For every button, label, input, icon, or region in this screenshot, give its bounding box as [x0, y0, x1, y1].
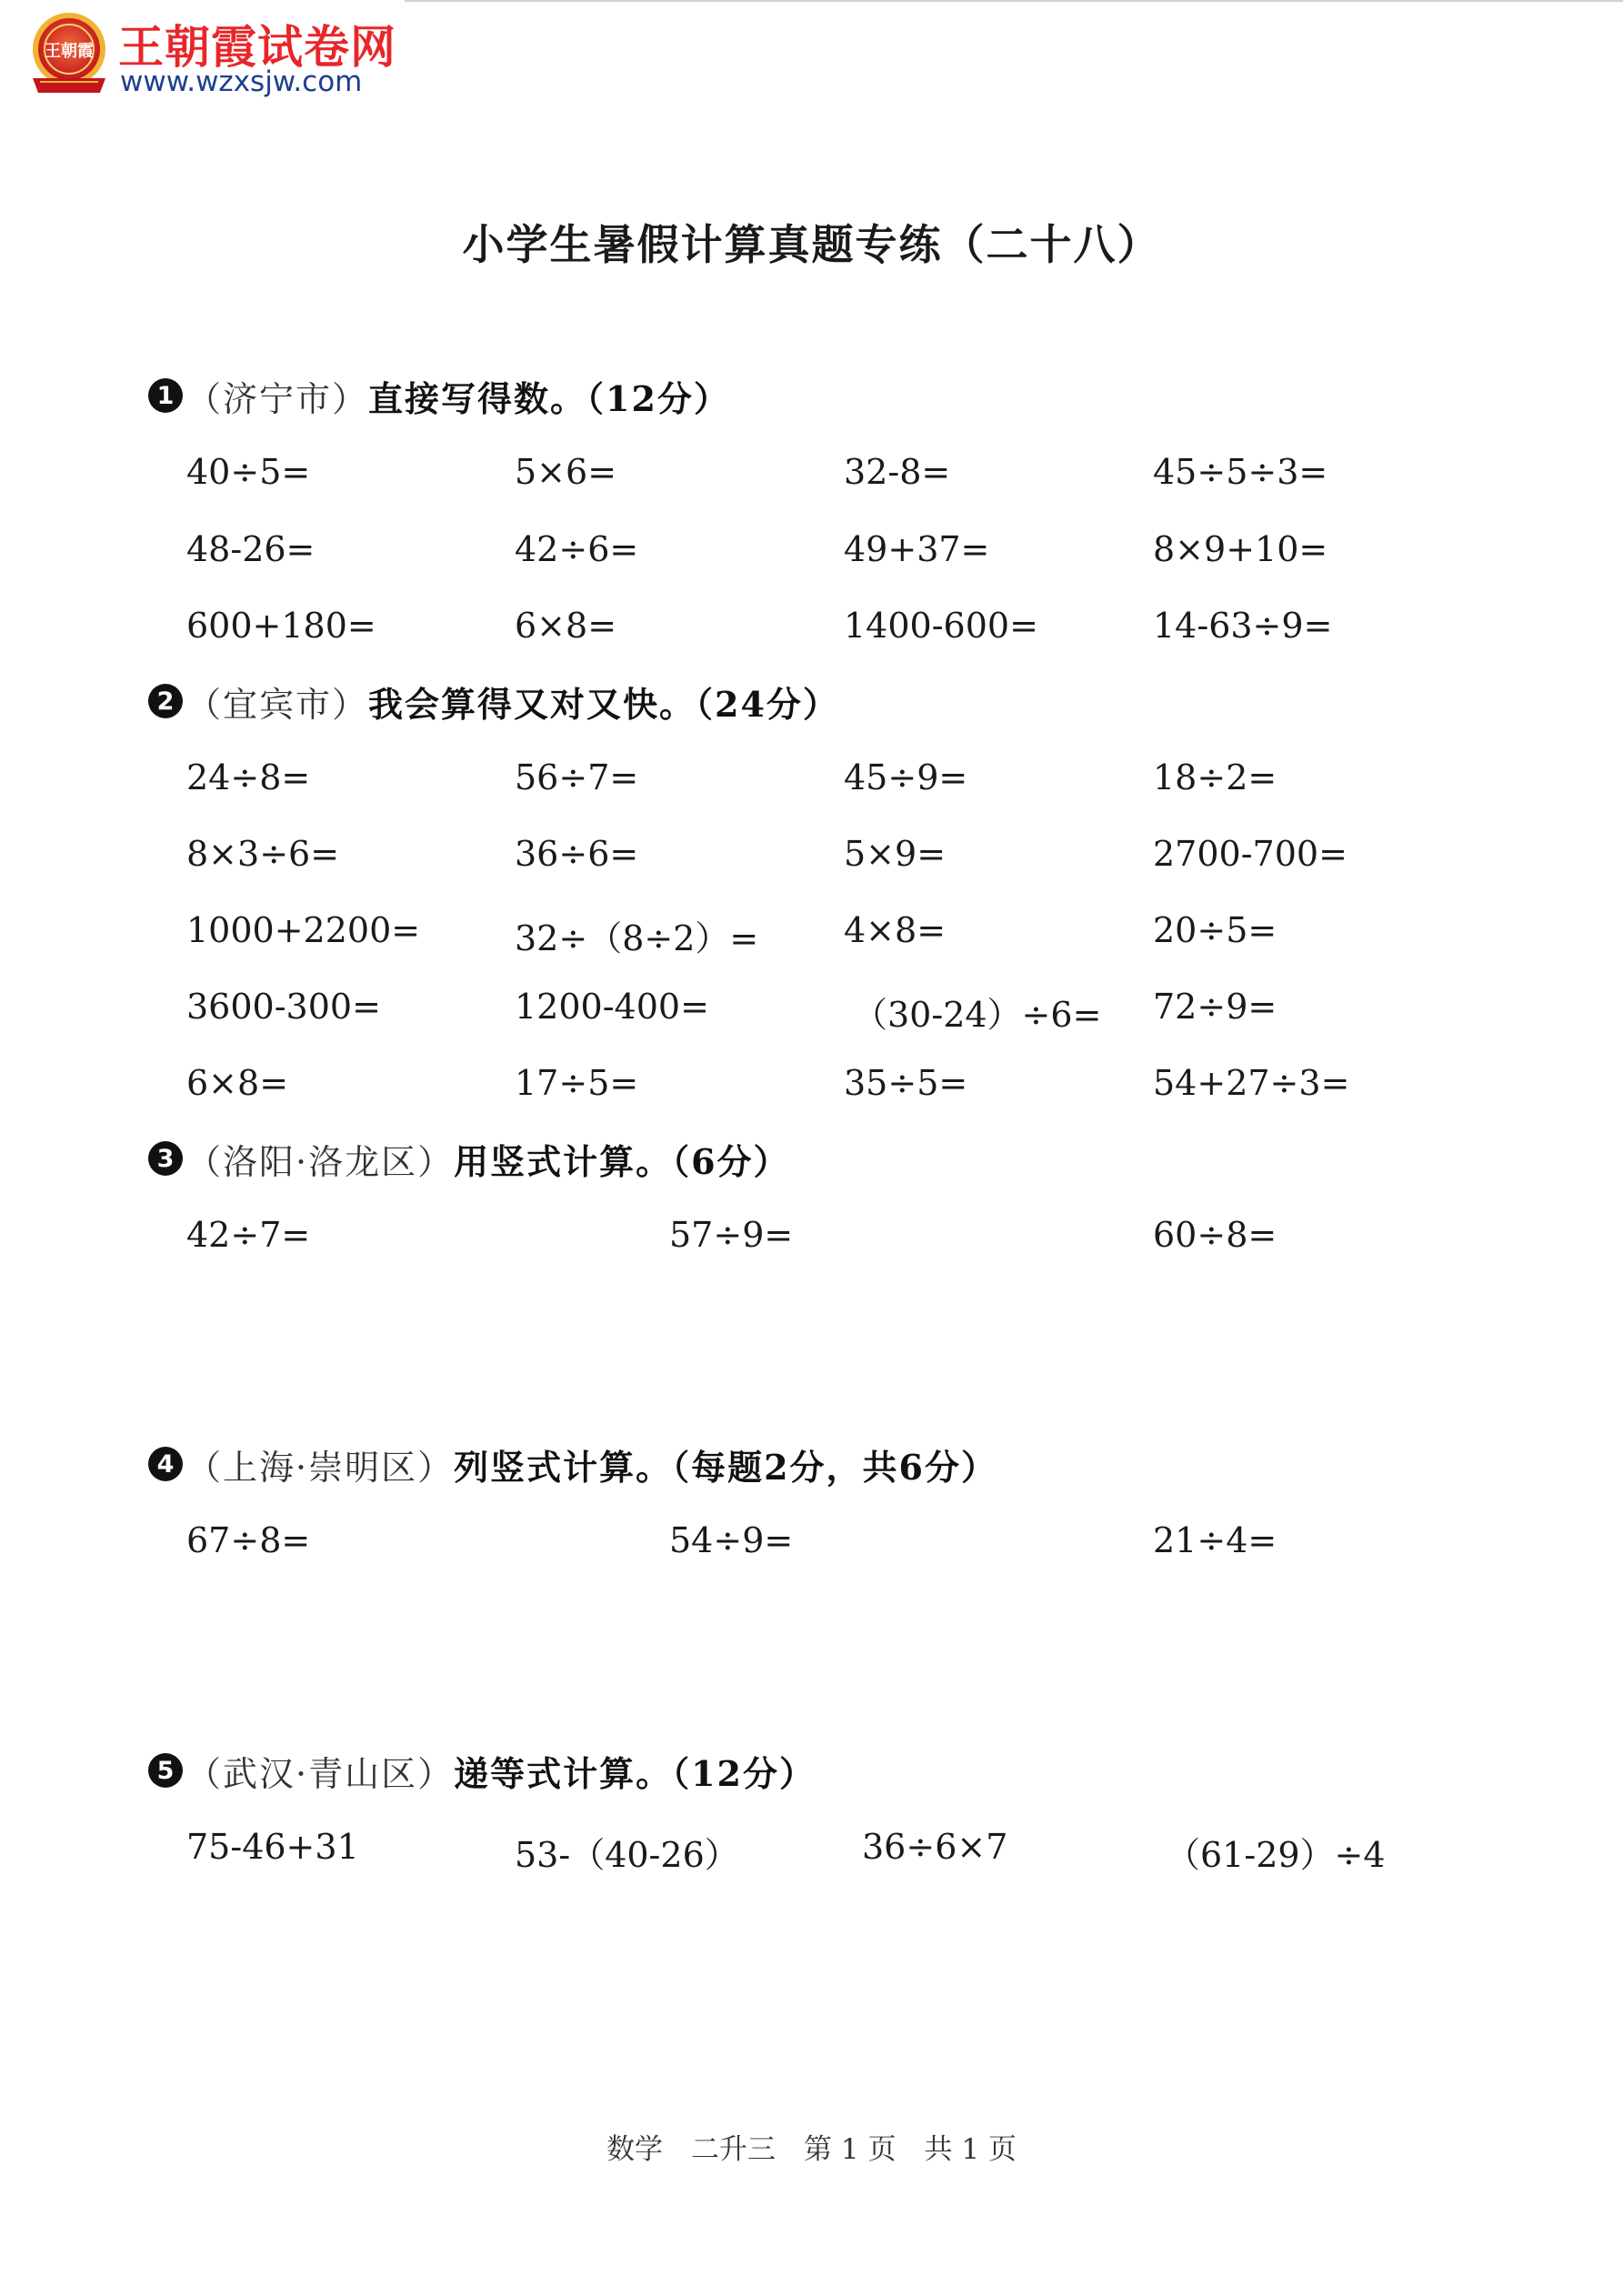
section-source: （上海·崇明区） [186, 1447, 455, 1488]
problem: 20÷5= [1153, 910, 1277, 950]
section-number-badge: 2 [148, 684, 183, 718]
problem: 42÷7= [186, 1215, 311, 1255]
problem: 6×8= [515, 606, 617, 646]
section-source: （济宁市） [186, 378, 369, 419]
problem: 6×8= [186, 1063, 289, 1103]
problem: 18÷2= [1153, 757, 1277, 797]
section-number-badge: 5 [148, 1753, 183, 1788]
page-title: 小学生暑假计算真题专练（二十八） [462, 220, 1161, 269]
section-number-badge: 4 [148, 1447, 183, 1481]
problem: 5×6= [515, 452, 617, 492]
problem: 4×8= [844, 910, 947, 950]
section-instruction: 递等式计算。（12分） [454, 1752, 816, 1794]
problem: （30-24）÷6= [853, 995, 1102, 1035]
header-divider [405, 0, 1623, 2]
logo-badge-icon [27, 9, 111, 100]
section-source: （洛阳·洛龙区） [186, 1141, 455, 1182]
problem: 8×3÷6= [186, 834, 340, 874]
section-instruction: 直接写得数。（12分） [368, 377, 730, 419]
problem: 1200-400= [515, 987, 709, 1027]
section-instruction: 列竖式计算。（每题2分，共6分） [454, 1446, 997, 1488]
problem: 53-（40-26） [515, 1835, 739, 1875]
problem: 3600-300= [186, 987, 381, 1027]
problem: 57÷9= [669, 1215, 794, 1255]
problem: 2700-700= [1153, 834, 1347, 874]
problem: 45÷9= [844, 757, 968, 797]
page-footer: 数学 二升三 第 1 页 共 1 页 [606, 2133, 1017, 2166]
section-1-heading [148, 373, 730, 418]
section-number-badge: 1 [148, 378, 183, 413]
problem: 14-63÷9= [1153, 606, 1333, 646]
section-5-heading [148, 1748, 816, 1793]
problem: 45÷5÷3= [1153, 452, 1328, 492]
section-instruction: 我会算得又对又快。（24分） [368, 683, 839, 725]
problem: 54+27÷3= [1153, 1063, 1350, 1103]
problem: 67÷8= [186, 1520, 311, 1560]
problem: 72÷9= [1153, 987, 1277, 1027]
problem: 32-8= [844, 452, 951, 492]
site-name: 王朝霞试卷网 [118, 21, 396, 74]
site-logo[interactable] [27, 9, 409, 100]
problem: 1400-600= [844, 606, 1038, 646]
problem: 21÷4= [1153, 1520, 1277, 1560]
problem: 48-26= [186, 529, 316, 569]
section-3-heading [148, 1136, 790, 1181]
problem: 36÷6= [515, 834, 639, 874]
problem: 56÷7= [515, 757, 639, 797]
problem: 17÷5= [515, 1063, 639, 1103]
problem: 36÷6×7 [862, 1827, 1008, 1867]
problem: 5×9= [844, 834, 947, 874]
problem: 42÷6= [515, 529, 639, 569]
problem: （61-29）÷4 [1166, 1835, 1386, 1875]
problem: 40÷5= [186, 452, 311, 492]
problem: 600+180= [186, 606, 376, 646]
section-number-badge: 3 [148, 1141, 183, 1176]
section-2-heading [148, 678, 839, 724]
problem: 1000+2200= [186, 910, 421, 950]
logo-badge-text: 王朝霞 [45, 42, 94, 61]
problem: 32÷（8÷2）= [515, 918, 759, 958]
problem: 75-46+31 [186, 1827, 359, 1867]
problem: 60÷8= [1153, 1215, 1277, 1255]
section-source: （宜宾市） [186, 684, 369, 725]
problem: 54÷9= [669, 1520, 794, 1560]
problem: 8×9+10= [1153, 529, 1328, 569]
problem: 24÷8= [186, 757, 311, 797]
section-instruction: 用竖式计算。（6分） [454, 1140, 790, 1182]
site-url[interactable]: www.wzxsjw.com [120, 65, 363, 98]
problem: 49+37= [844, 529, 990, 569]
section-4-heading [148, 1441, 997, 1487]
section-source: （武汉·青山区） [186, 1753, 455, 1794]
problem: 35÷5= [844, 1063, 968, 1103]
